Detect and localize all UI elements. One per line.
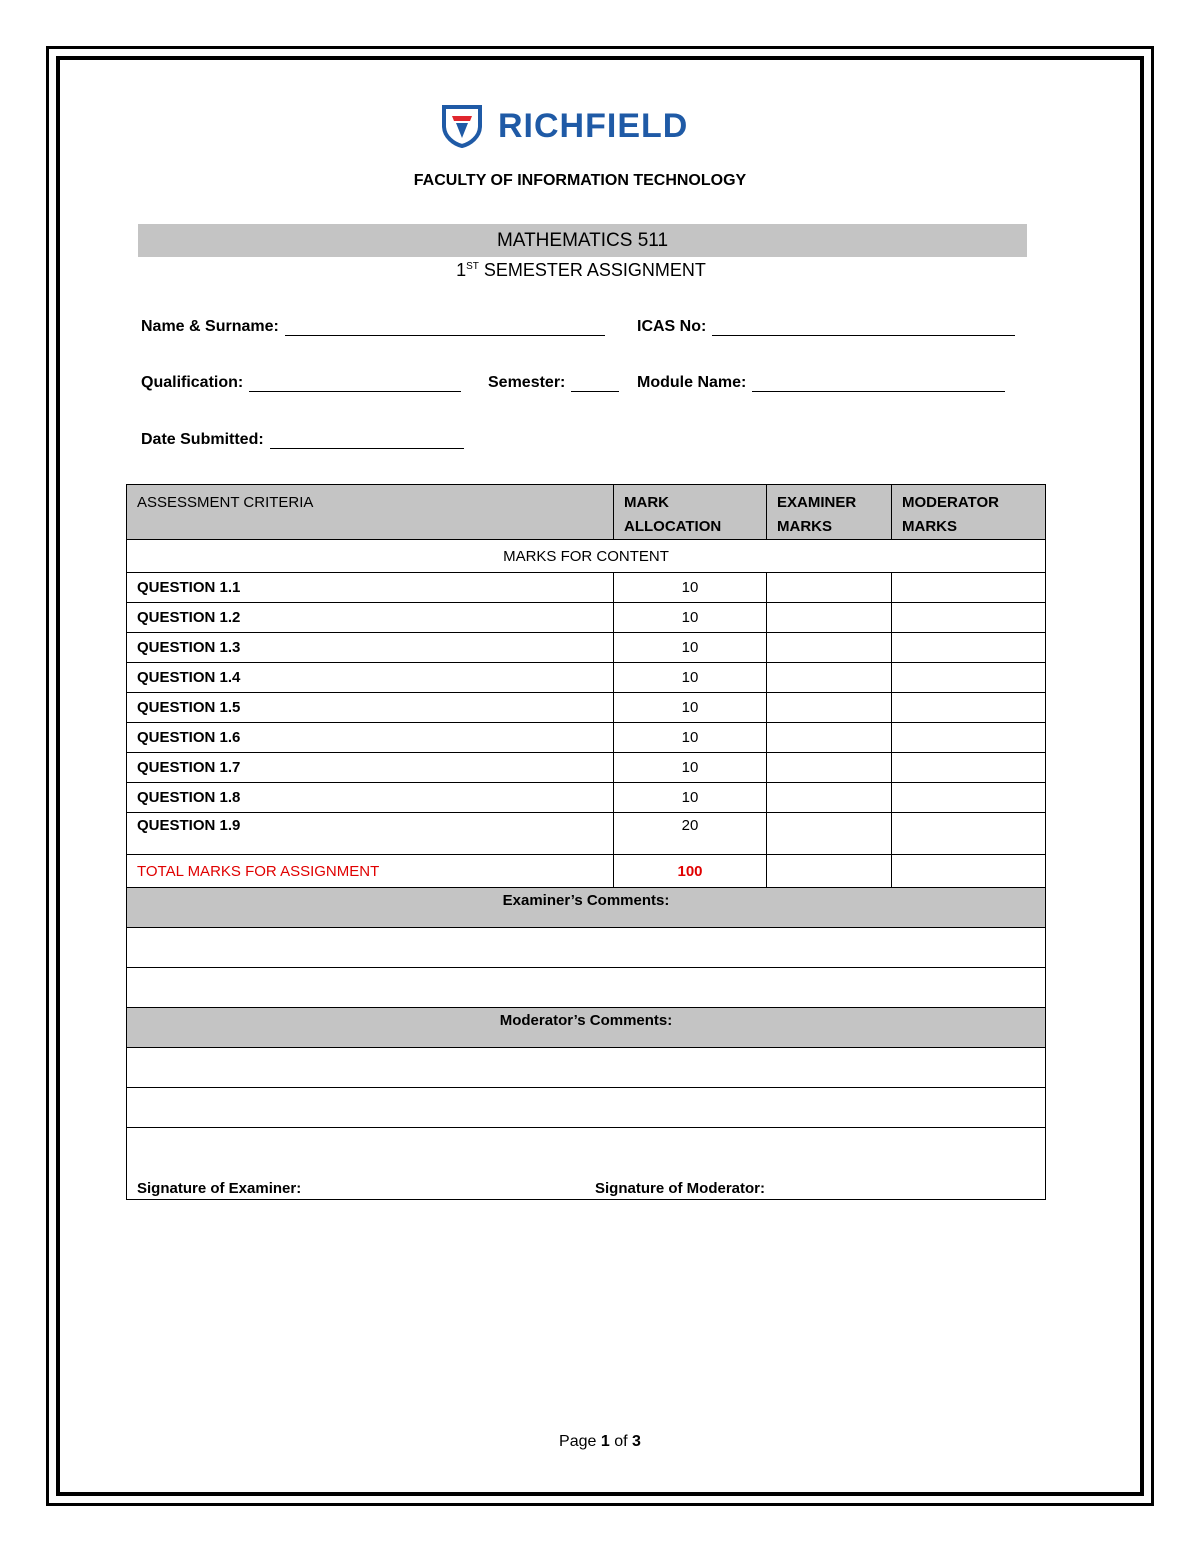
examiner-comments-header xyxy=(127,888,1046,928)
brand-name: RICHFIELD xyxy=(498,106,689,145)
moderator-comments-label: Moderator’s Comments: xyxy=(127,1008,1046,1048)
table-row xyxy=(127,783,1046,813)
mark-allocation: 10 xyxy=(614,753,767,783)
moderator-mark-cell[interactable] xyxy=(892,813,1046,855)
total-pages: 3 xyxy=(632,1433,641,1450)
table-row xyxy=(127,663,1046,693)
table-row xyxy=(127,633,1046,663)
question-label: QUESTION 1.2 xyxy=(127,603,614,633)
mark-allocation: 10 xyxy=(614,603,767,633)
signature-cell[interactable] xyxy=(127,1128,1046,1200)
module-name-field[interactable] xyxy=(637,374,1005,392)
examiner-mark-cell[interactable] xyxy=(767,573,892,603)
name-surname-label: Name & Surname: xyxy=(141,318,279,335)
qualification-label: Qualification: xyxy=(141,374,244,391)
assignment-ordinal: 1 xyxy=(456,260,467,280)
examiner-mark-cell[interactable] xyxy=(767,633,892,663)
moderator-mark-cell[interactable] xyxy=(892,783,1046,813)
mark-allocation: 10 xyxy=(614,783,767,813)
examiner-comment-line xyxy=(127,968,1046,1008)
module-name-line[interactable] xyxy=(752,376,1005,392)
header-mark-allocation: MARK ALLOCATION xyxy=(614,485,767,540)
examiner-comment-field[interactable] xyxy=(127,928,1046,968)
mark-allocation: 10 xyxy=(614,573,767,603)
question-label: QUESTION 1.6 xyxy=(127,723,614,753)
examiner-comments-label: Examiner’s Comments: xyxy=(127,888,1046,928)
mark-allocation: 20 xyxy=(614,813,767,855)
moderator-comment-line xyxy=(127,1088,1046,1128)
richfield-logo xyxy=(440,104,688,148)
semester-field[interactable] xyxy=(488,374,619,392)
table-row xyxy=(127,573,1046,603)
moderator-comment-field[interactable] xyxy=(127,1048,1046,1088)
qualification-line[interactable] xyxy=(249,376,461,392)
table-header-row xyxy=(127,485,1046,540)
header-moderator-marks: MODERATOR MARKS xyxy=(892,485,1046,540)
question-label: QUESTION 1.7 xyxy=(127,753,614,783)
module-title: MATHEMATICS 511 xyxy=(138,224,1027,257)
faculty-heading: FACULTY OF INFORMATION TECHNOLOGY xyxy=(413,172,747,189)
moderator-comments-header xyxy=(127,1008,1046,1048)
examiner-mark-cell[interactable] xyxy=(767,723,892,753)
table-row xyxy=(127,693,1046,723)
of-word: of xyxy=(614,1433,628,1450)
page-word: Page xyxy=(559,1433,597,1450)
moderator-mark-cell[interactable] xyxy=(892,573,1046,603)
header-assessment-criteria: ASSESSMENT CRITERIA xyxy=(127,485,614,540)
question-label: QUESTION 1.4 xyxy=(127,663,614,693)
signature-examiner-label: Signature of Examiner: xyxy=(137,1180,302,1197)
question-label: QUESTION 1.1 xyxy=(127,573,614,603)
shield-icon xyxy=(440,104,484,148)
moderator-mark-cell[interactable] xyxy=(892,693,1046,723)
signature-row xyxy=(127,1128,1046,1200)
qualification-field[interactable] xyxy=(141,374,461,392)
assignment-title xyxy=(0,260,1162,281)
module-name-label: Module Name: xyxy=(637,374,747,391)
name-surname-field[interactable] xyxy=(141,318,605,336)
moderator-mark-cell[interactable] xyxy=(892,753,1046,783)
icas-no-label: ICAS No: xyxy=(637,318,707,335)
signature-moderator-label: Signature of Moderator: xyxy=(595,1180,766,1197)
examiner-total-cell[interactable] xyxy=(767,855,892,888)
icas-no-field[interactable] xyxy=(637,318,1015,336)
table-row xyxy=(127,813,1046,855)
examiner-mark-cell[interactable] xyxy=(767,813,892,855)
table-row xyxy=(127,603,1046,633)
mark-allocation: 10 xyxy=(614,633,767,663)
examiner-mark-cell[interactable] xyxy=(767,693,892,723)
moderator-mark-cell[interactable] xyxy=(892,603,1046,633)
mark-allocation: 10 xyxy=(614,663,767,693)
icas-no-line[interactable] xyxy=(712,320,1015,336)
moderator-mark-cell[interactable] xyxy=(892,663,1046,693)
header-examiner-marks: EXAMINER MARKS xyxy=(767,485,892,540)
assignment-title-text: SEMESTER ASSIGNMENT xyxy=(483,260,706,280)
table-row xyxy=(127,753,1046,783)
question-label: QUESTION 1.5 xyxy=(127,693,614,723)
name-surname-line[interactable] xyxy=(285,320,605,336)
assessment-table xyxy=(126,484,1046,1200)
semester-line[interactable] xyxy=(571,376,619,392)
moderator-comment-field[interactable] xyxy=(127,1088,1046,1128)
page-number xyxy=(0,1433,1200,1451)
mark-allocation: 10 xyxy=(614,693,767,723)
examiner-comment-field[interactable] xyxy=(127,968,1046,1008)
semester-label: Semester: xyxy=(488,374,566,391)
section-title: MARKS FOR CONTENT xyxy=(127,540,1046,573)
date-submitted-label: Date Submitted: xyxy=(141,431,264,448)
question-label: QUESTION 1.3 xyxy=(127,633,614,663)
examiner-mark-cell[interactable] xyxy=(767,753,892,783)
moderator-total-cell[interactable] xyxy=(892,855,1046,888)
total-label: TOTAL MARKS FOR ASSIGNMENT xyxy=(127,855,614,888)
examiner-comment-line xyxy=(127,928,1046,968)
total-marks: 100 xyxy=(614,855,767,888)
examiner-mark-cell[interactable] xyxy=(767,663,892,693)
moderator-mark-cell[interactable] xyxy=(892,723,1046,753)
question-label: QUESTION 1.9 xyxy=(127,813,614,855)
date-submitted-field[interactable] xyxy=(141,431,464,449)
examiner-mark-cell[interactable] xyxy=(767,603,892,633)
examiner-mark-cell[interactable] xyxy=(767,783,892,813)
total-row xyxy=(127,855,1046,888)
assignment-ordinal-suffix: ST xyxy=(466,261,479,272)
current-page: 1 xyxy=(600,1433,610,1450)
table-row xyxy=(127,723,1046,753)
mark-allocation: 10 xyxy=(614,723,767,753)
moderator-comment-line xyxy=(127,1048,1046,1088)
moderator-mark-cell[interactable] xyxy=(892,633,1046,663)
question-label: QUESTION 1.8 xyxy=(127,783,614,813)
date-submitted-line[interactable] xyxy=(270,433,464,449)
section-row xyxy=(127,540,1046,573)
